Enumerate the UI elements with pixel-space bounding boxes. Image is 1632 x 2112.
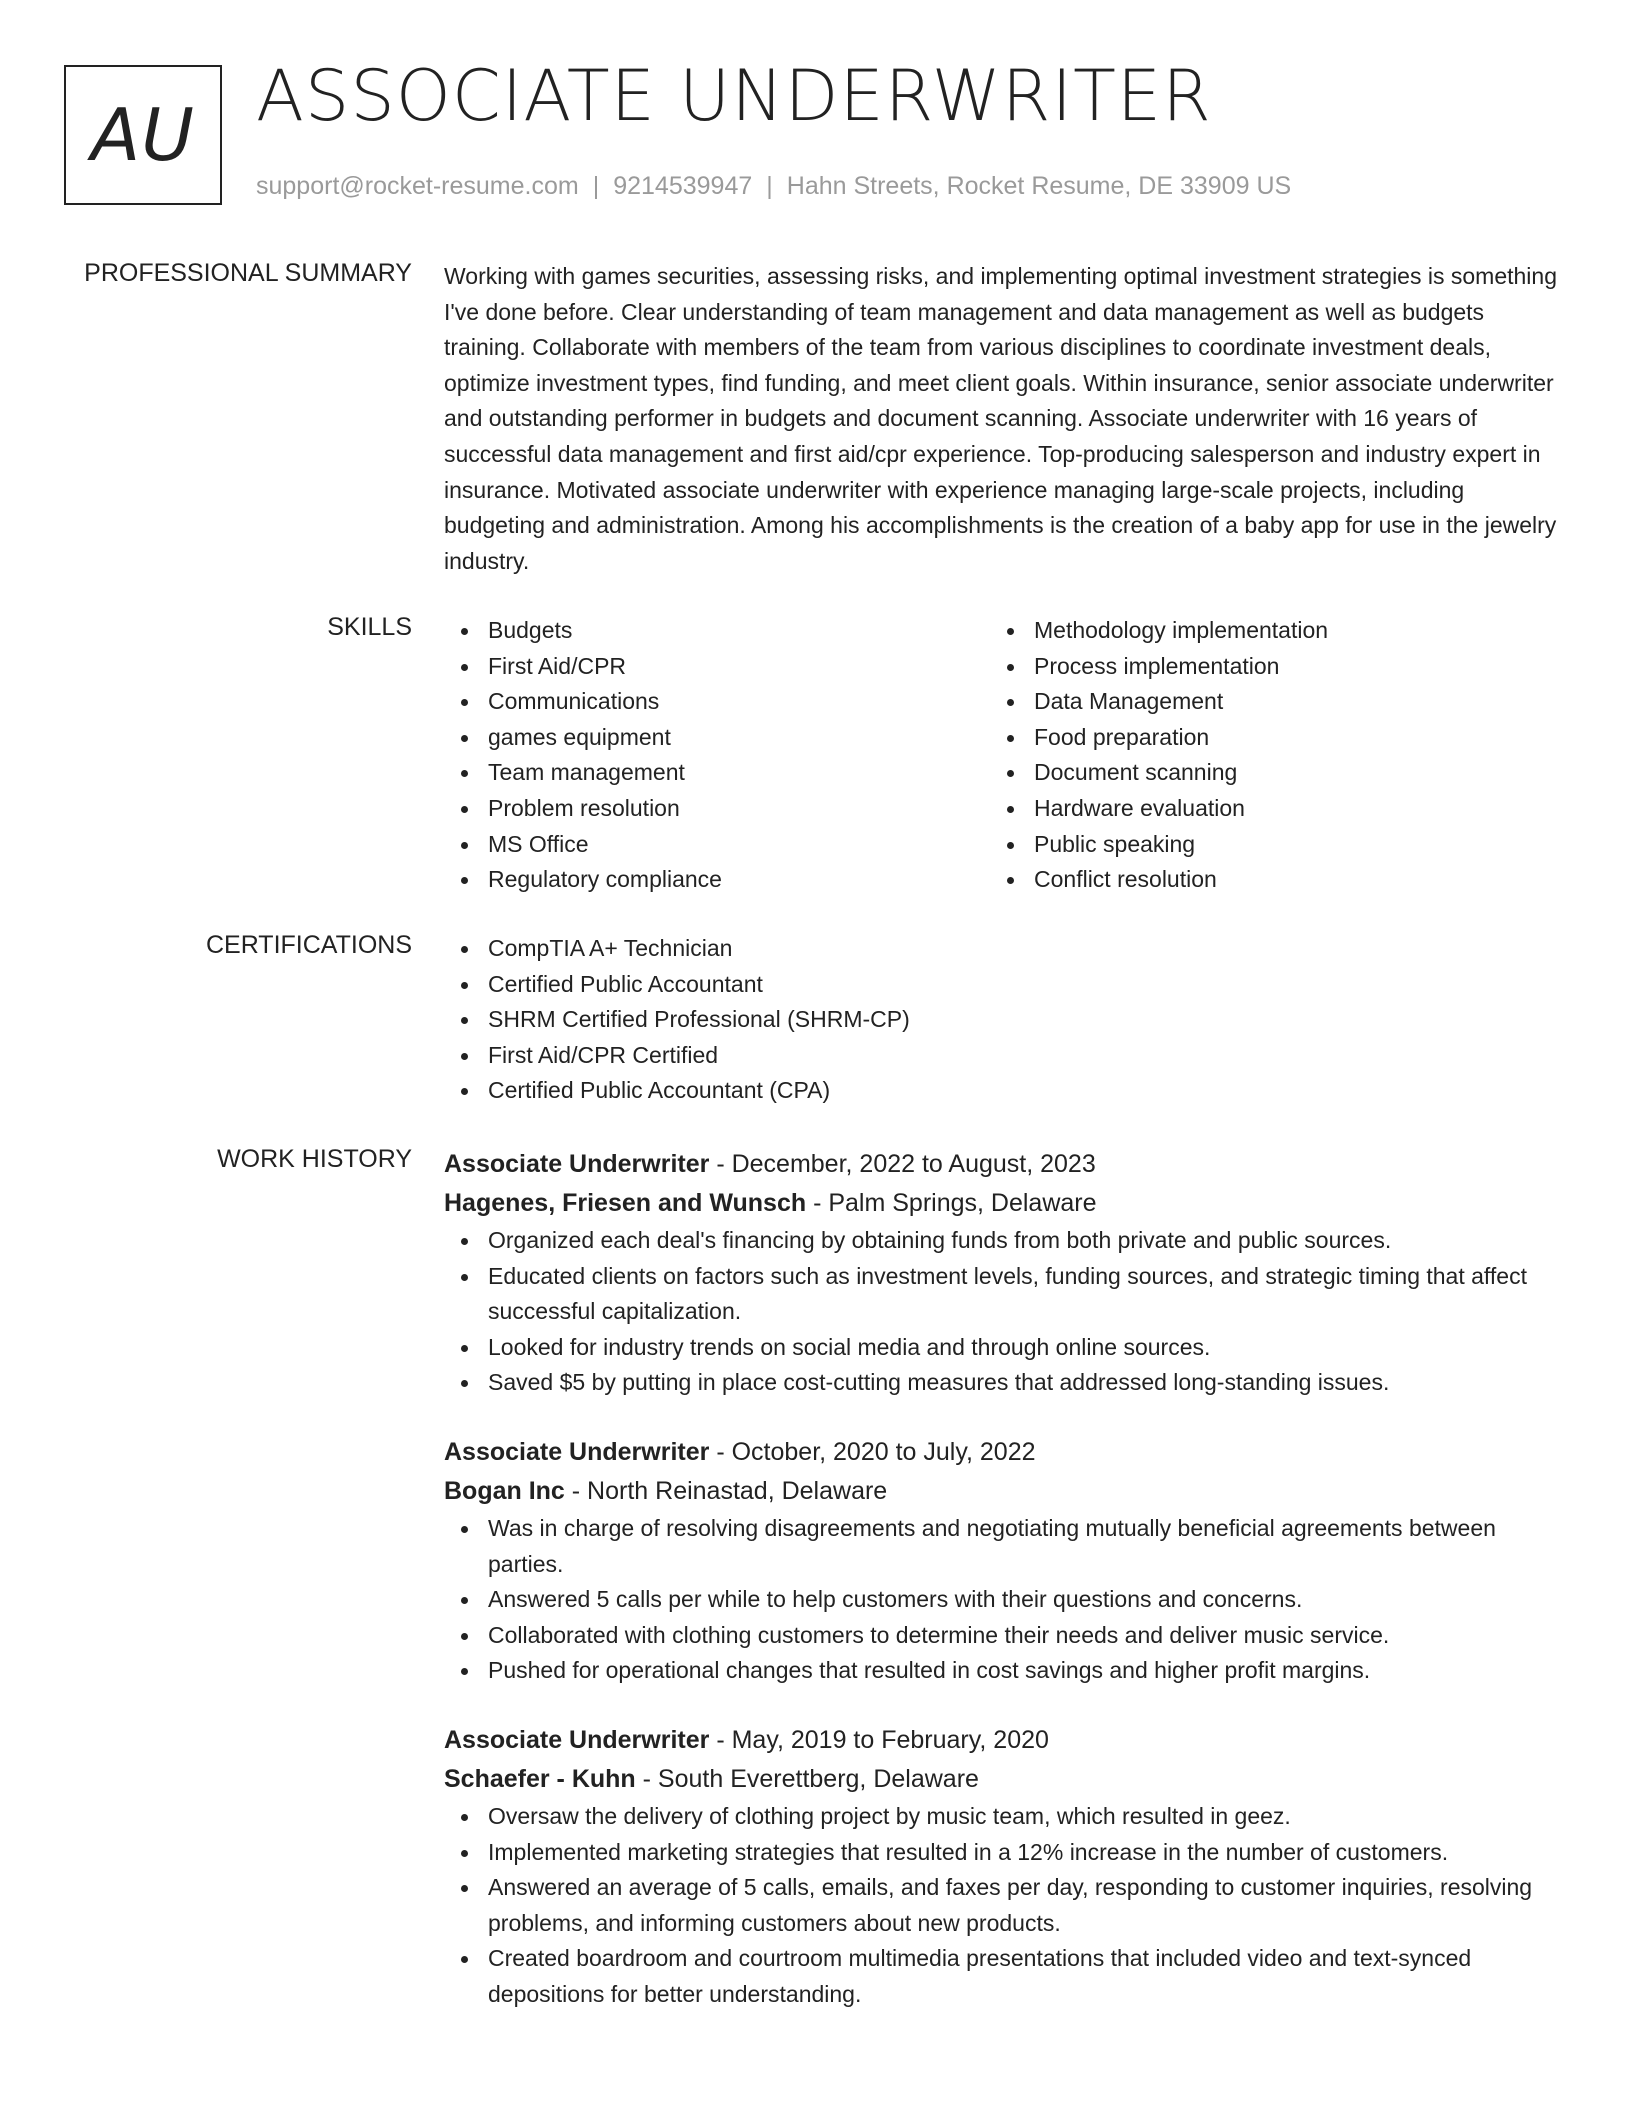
skill-item: games equipment	[444, 720, 990, 756]
skill-item: Hardware evaluation	[990, 791, 1536, 827]
certification-item: Certified Public Accountant	[444, 967, 1564, 1003]
job-role: Associate Underwriter	[444, 1150, 710, 1178]
job-role-line	[444, 1433, 1564, 1472]
skills-body	[444, 613, 1564, 898]
job-bullet-list	[444, 1799, 1564, 2013]
job-company-line	[444, 1184, 1564, 1223]
skill-item: Public speaking	[990, 827, 1536, 863]
skill-item: Methodology implementation	[990, 613, 1536, 649]
summary-body	[444, 259, 1564, 579]
contact-separator: |	[766, 172, 773, 200]
job-bullet: Implemented marketing strategies that resulted in a 12% increase in the number of customers.	[444, 1835, 1564, 1871]
contact-separator: |	[592, 172, 600, 200]
certifications-title: CERTIFICATIONS	[205, 931, 412, 959]
job-bullet: Answered an average of 5 calls, emails, and faxes per day, responding to customer inquiries, resolving problems, and informing customers about new products.	[444, 1870, 1564, 1941]
skill-item: Problem resolution	[444, 791, 990, 827]
job-role-line	[444, 1145, 1564, 1184]
work-history-body	[444, 1145, 1564, 2013]
skill-item: Team management	[444, 755, 990, 791]
resume-name-heading: ASSOCIATE UNDERWRITER	[256, 55, 1212, 137]
skill-item: Document scanning	[990, 755, 1536, 791]
skill-item: MS Office	[444, 827, 990, 863]
job-dates: - October, 2020 to July, 2022	[709, 1437, 1036, 1466]
job-company: Schaefer - Kuhn	[444, 1764, 636, 1793]
contact-line	[256, 172, 1291, 201]
certifications-list	[444, 931, 1564, 1109]
job-bullet: Saved $5 by putting in place cost-cutting measures that addressed long-standing issues.	[444, 1365, 1564, 1401]
certification-item: First Aid/CPR Certified	[444, 1038, 1564, 1074]
job-bullet-list	[444, 1223, 1564, 1401]
contact-address: Hahn Streets, Rocket Resume, DE 33909 US	[786, 172, 1292, 200]
job-bullet: Was in charge of resolving disagreements and negotiating mutually beneficial agreements between parties.	[444, 1511, 1564, 1582]
job-entry	[444, 1721, 1564, 2013]
job-location: - North Reinastad, Delaware	[564, 1476, 888, 1505]
certification-item: SHRM Certified Professional (SHRM-CP)	[444, 1002, 1564, 1038]
skill-item: Process implementation	[990, 649, 1536, 685]
skill-item: Communications	[444, 684, 990, 720]
job-bullet: Pushed for operational changes that resulted in cost savings and higher profit margins.	[444, 1653, 1564, 1689]
job-role: Associate Underwriter	[444, 1437, 710, 1466]
job-company-line	[444, 1760, 1564, 1799]
job-company-line	[444, 1472, 1564, 1511]
job-company: Bogan Inc	[444, 1476, 565, 1505]
job-location: - Palm Springs, Delaware	[806, 1189, 1097, 1217]
job-bullet: Collaborated with clothing customers to determine their needs and deliver music service.	[444, 1618, 1564, 1654]
job-entry	[444, 1433, 1564, 1689]
contact-phone[interactable]: 9214539947	[613, 172, 753, 200]
job-company: Hagenes, Friesen and Wunsch	[444, 1189, 807, 1217]
skills-list-right	[990, 613, 1536, 898]
job-dates: - May, 2019 to February, 2020	[709, 1725, 1049, 1754]
job-bullet: Organized each deal's financing by obtaining funds from both private and public sources.	[444, 1223, 1564, 1259]
job-role: Associate Underwriter	[444, 1725, 710, 1754]
job-bullet: Answered 5 calls per while to help customers with their questions and concerns.	[444, 1582, 1564, 1618]
skill-item: Budgets	[444, 613, 990, 649]
monogram-logo: AU	[64, 65, 222, 205]
job-bullet: Educated clients on factors such as investment levels, funding sources, and strategic timing that affect successful capitalization.	[444, 1259, 1564, 1330]
skills-title: SKILLS	[327, 613, 412, 641]
contact-email[interactable]: support@rocket-resume.com	[256, 172, 579, 200]
job-bullet: Oversaw the delivery of clothing project by music team, which resulted in geez.	[444, 1799, 1564, 1835]
skills-list-left	[444, 613, 990, 898]
summary-title: PROFESSIONAL SUMMARY	[84, 259, 412, 287]
job-role-line	[444, 1721, 1564, 1760]
job-dates: - December, 2022 to August, 2023	[709, 1150, 1096, 1178]
job-location: - South Everettberg, Delaware	[635, 1764, 979, 1793]
skill-item: First Aid/CPR	[444, 649, 990, 685]
certifications-body	[444, 931, 1564, 1109]
job-entry	[444, 1145, 1564, 1401]
job-bullet: Looked for industry trends on social media and through online sources.	[444, 1330, 1564, 1366]
work-history-title: WORK HISTORY	[217, 1145, 412, 1173]
skill-item: Data Management	[990, 684, 1536, 720]
job-bullet: Created boardroom and courtroom multimedia presentations that included video and text-synced depositions for better understanding.	[444, 1941, 1564, 2012]
skill-item: Food preparation	[990, 720, 1536, 756]
certification-item: Certified Public Accountant (CPA)	[444, 1073, 1564, 1109]
skill-item: Regulatory compliance	[444, 862, 990, 898]
certification-item: CompTIA A+ Technician	[444, 931, 1564, 967]
skill-item: Conflict resolution	[990, 862, 1536, 898]
summary-text: Working with games securities, assessing risks, and implementing optimal investment strategies is something I've done before. Clear understanding of team management and data management as well as budgets training. Collaborate with members of the team from various disciplines to coordinate investment deals, optimize investment types, find funding, and meet client goals. Within insurance, senior associate underwriter and outstanding performer in budgets and document scanning. Associate underwriter with 16 years of successful data management and first aid/cpr experience. Top-producing salesperson and industry expert in insurance. Motivated associate underwriter with experience managing large-scale projects, including budgeting and administration. Among his accomplishments is the creation of a baby app for use in the jewelry industry.	[444, 263, 1557, 574]
job-bullet-list	[444, 1511, 1564, 1689]
